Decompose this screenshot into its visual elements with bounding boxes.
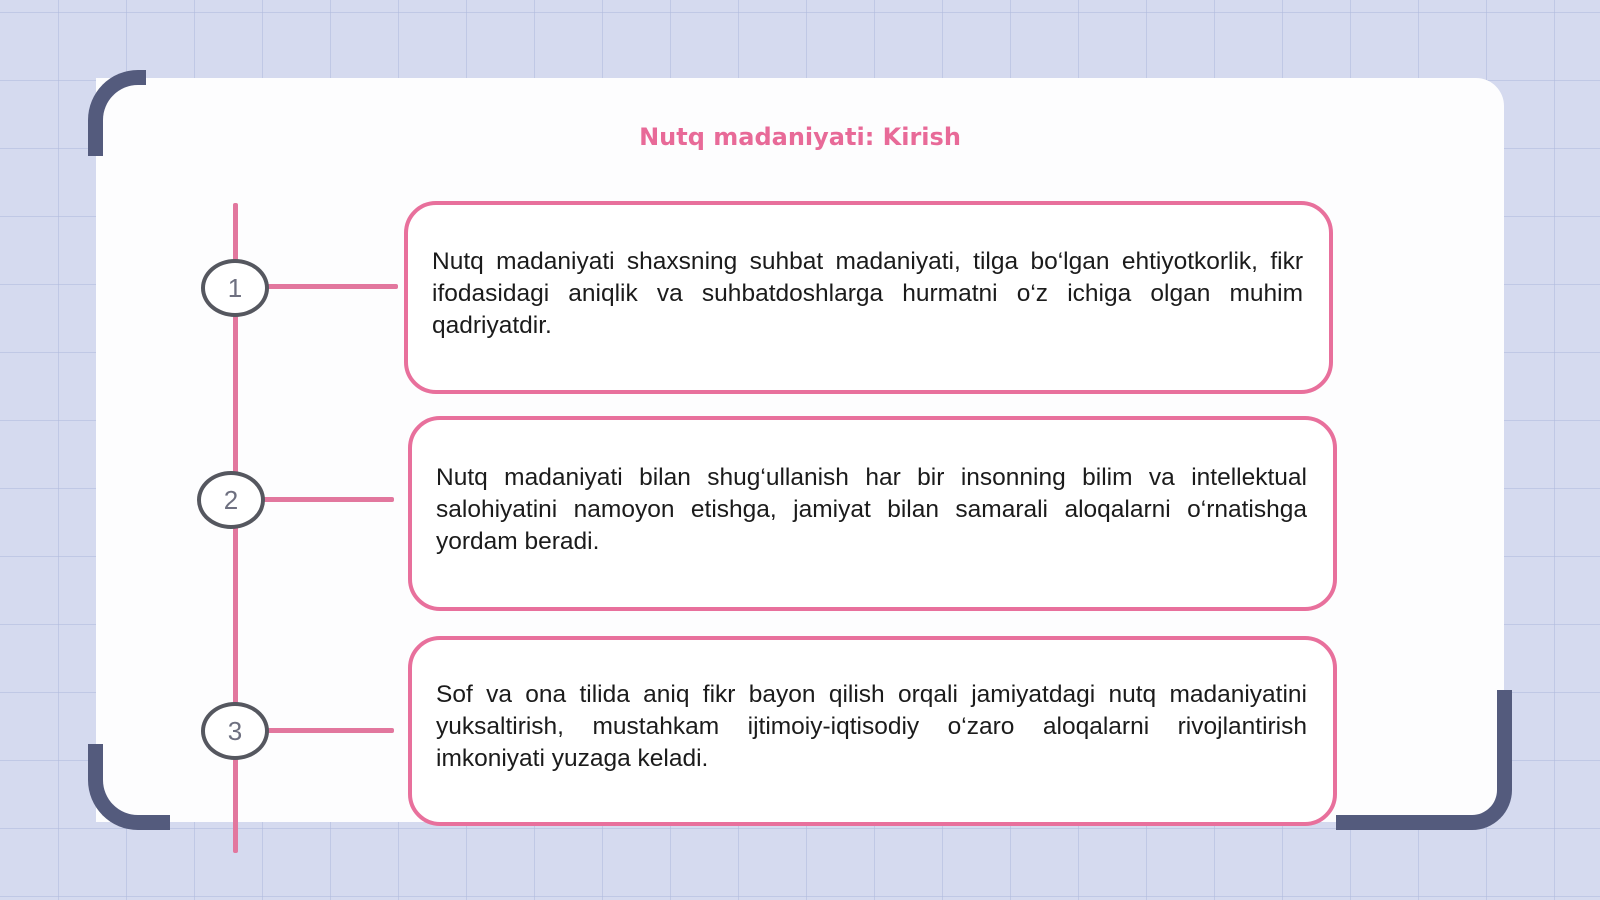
slide-title: Nutq madaniyati: Kirish	[639, 123, 961, 151]
timeline-connector	[262, 728, 394, 733]
card-text: Nutq madaniyati bilan shug‘ullanish har bir insonning bilim va intellektual salohiyatini namoyon etishga, jamiyat bilan samarali aloqalarni o‘rnatishga yordam beradi.	[436, 463, 1307, 555]
content-card	[404, 201, 1333, 394]
content-card	[408, 636, 1337, 826]
timeline-node	[197, 471, 265, 529]
timeline-node	[201, 259, 269, 317]
timeline-node-number: 3	[227, 715, 243, 746]
timeline-connector	[262, 284, 398, 289]
timeline-connector	[258, 497, 394, 502]
card-text: Nutq madaniyati shaxsning suhbat madaniyati, tilga bo‘lgan ehtiyotkorlik, fikr ifodasidagi aniqlik va suhbatdoshlarga hurmatni o‘z ichiga olgan muhim qadriyatdir.	[432, 247, 1303, 339]
corner-bracket-bottom-right	[1336, 690, 1512, 830]
timeline-node	[201, 702, 269, 760]
card-text: Sof va ona tilida aniq fikr bayon qilish orqali jamiyatdagi nutq madaniyatini yuksaltirish, mustahkam ijtimoiy-iqtisodiy o‘zaro aloqalarni rivojlantirish imkoniyati yuzaga keladi.	[436, 681, 1307, 772]
content-card	[408, 416, 1337, 611]
timeline-node-number: 1	[227, 272, 243, 303]
timeline-node-number: 2	[223, 484, 239, 515]
